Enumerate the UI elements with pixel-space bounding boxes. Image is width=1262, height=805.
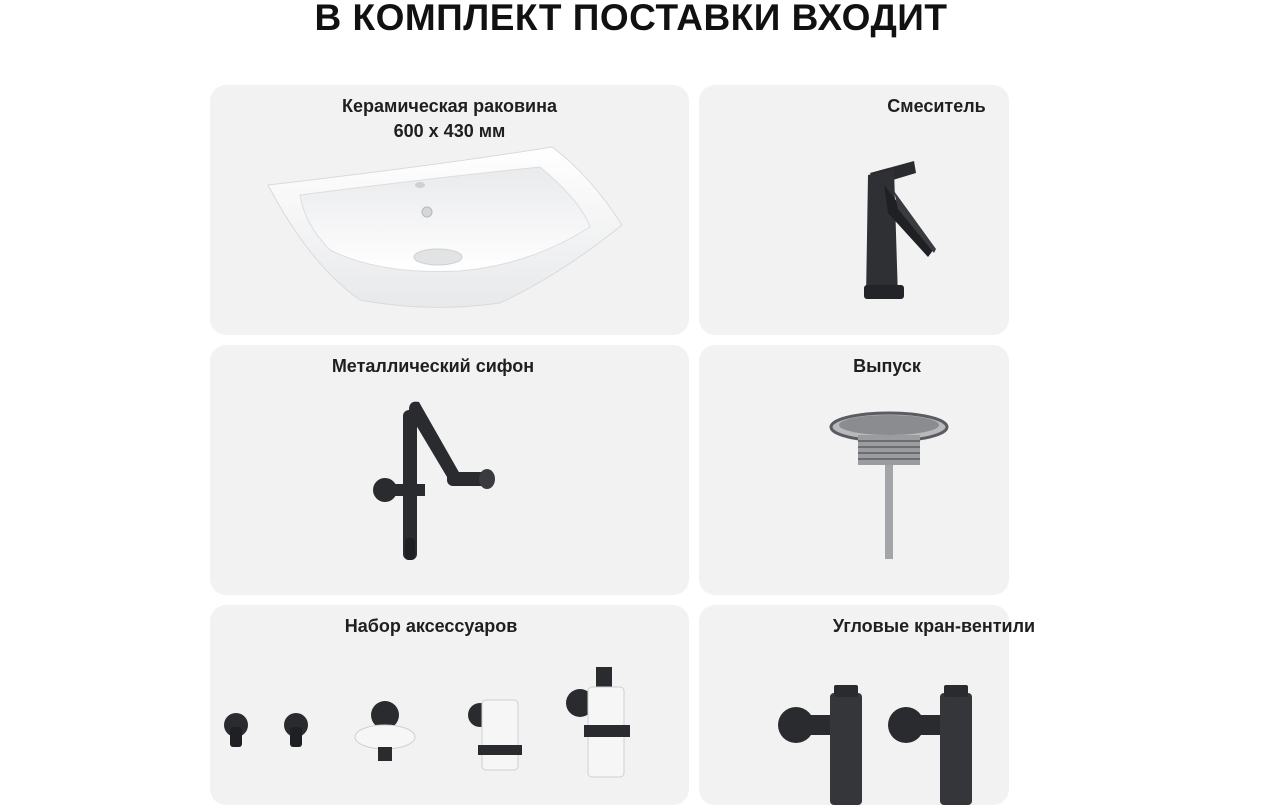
card-mixer — [699, 85, 1009, 335]
accessories-set-image — [210, 665, 689, 805]
page-title: В КОМПЛЕКТ ПОСТАВКИ ВХОДИТ — [314, 0, 948, 38]
metal-siphon-image — [365, 400, 525, 570]
sink-label-line1: Керамическая раковина — [342, 96, 557, 116]
sink-label-line2: 600 х 430 мм — [393, 121, 506, 141]
card-sink — [210, 85, 689, 335]
card-siphon — [210, 345, 689, 595]
card-mixer-label: Смеситель — [887, 96, 986, 116]
card-sink-label — [210, 94, 689, 144]
card-siphon-label: Металлический сифон — [331, 356, 535, 376]
faucet-mixer-image — [854, 153, 954, 303]
ceramic-sink-image — [260, 145, 630, 315]
card-drain-label: Выпуск — [853, 356, 921, 376]
card-valves — [699, 605, 1036, 805]
card-accessories — [210, 605, 689, 805]
angle-valves-image — [774, 685, 994, 805]
card-valves-label: Угловые кран-вентили — [832, 616, 1036, 636]
card-accessories-label: Набор аксессуаров — [344, 616, 518, 636]
drain-plug-image — [824, 407, 954, 567]
card-drain — [699, 345, 1009, 595]
